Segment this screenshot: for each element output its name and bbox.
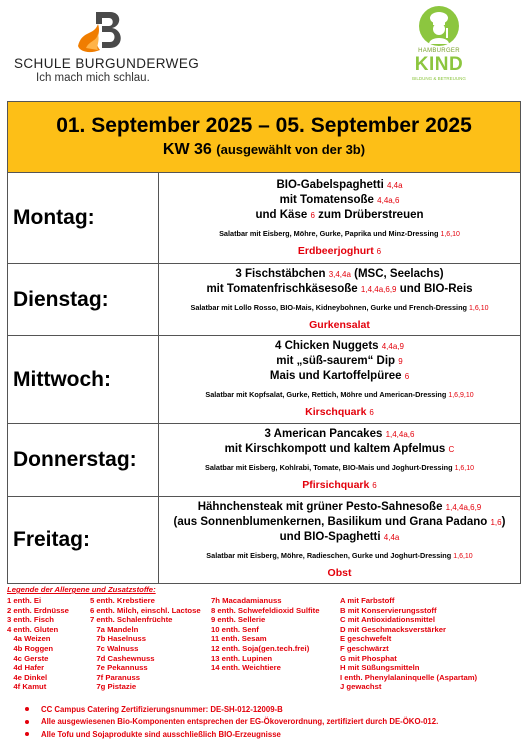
legend-item: 7f Paranuss (90, 672, 140, 682)
meal-line (161, 442, 518, 457)
note-item (7, 716, 438, 728)
note-text: Alle Tofu und Sojaprodukte sind ausschließlich BIO-Erzeugnisse (41, 729, 281, 739)
allergen-code: 1,4,4a,6,9 (445, 503, 482, 512)
allergen-code: C (448, 445, 455, 454)
chef-icon (419, 6, 459, 46)
legend-item: A mit Farbstoff (340, 596, 395, 605)
bullet-icon (25, 707, 29, 711)
legend-item: 3 enth. Fisch (7, 615, 54, 625)
text-segment: und BIO-Reis (396, 283, 473, 295)
week-note: (ausgewählt von der 3b) (216, 142, 366, 157)
meal-cell (159, 336, 521, 424)
legend-item: 5 enth. Krebstiere (90, 596, 155, 605)
legend-item: 4b Roggen (7, 643, 54, 653)
allergen-code: 3,4,4a (328, 270, 351, 279)
meal-line (161, 208, 518, 223)
legend-item: J gewachst (340, 682, 382, 692)
note-text: CC Campus Catering Zertifizierungsnummer: DE-SH-012-12009-B (41, 705, 283, 714)
note-text: Alle ausgewiesenen Bio-Komponenten entsprechen der EG-Ökoverordnung, zertifiziert durch DE-ÖKO-012. (41, 717, 439, 727)
text-segment: mit Tomatensoße (279, 193, 378, 206)
menu-header (8, 102, 521, 173)
text-segment: mit Kirschkompott und kaltem Apfelmus (224, 443, 449, 455)
legend-item: B mit Konservierungsstoff (340, 605, 437, 615)
meal-line (161, 369, 518, 384)
meal-line (161, 515, 518, 530)
text-segment: 4 Chicken Nuggets (275, 340, 382, 352)
meal-line (161, 339, 518, 354)
allergen-code: 1,6 (490, 518, 502, 527)
legend-item: 9 enth. Sellerie (211, 615, 266, 625)
allergen-code: 1,6,10 (453, 553, 473, 560)
allergen-code: 4,4a (386, 180, 403, 190)
legend-item: 4a Weizen (7, 634, 51, 644)
legend-item: D mit Geschmacksverstärker (340, 624, 446, 634)
legend-item: 11 enth. Sesam (211, 634, 267, 644)
legend-item: G mit Phosphat (340, 653, 397, 663)
legend-item: 4c Gerste (7, 653, 49, 663)
meal-cell (159, 173, 521, 264)
text-segment: Salatbar mit Eisberg, Kohlrabi, Tomate, BIO-Mais und Joghurt-Dressing (204, 463, 455, 472)
legend-column (7, 596, 69, 692)
text-segment: mit Tomatenfrischkäsesoße (206, 283, 361, 295)
legend-item: 7g Pistazie (90, 682, 137, 692)
salad-bar (161, 228, 518, 240)
day-name: Donnerstag: (8, 424, 159, 497)
day-row (8, 424, 521, 497)
allergen-code: 1,6,10 (454, 465, 475, 472)
allergen-code: 1,6,10 (440, 230, 460, 238)
text-segment: und BIO-Spaghetti (279, 531, 384, 543)
text-segment: Pfirsichquark (302, 479, 373, 491)
menu-header-row (8, 102, 521, 173)
text-segment: Salatbar mit Kopfsalat, Gurke, Rettich, Möhre und American-Dressing (205, 390, 449, 399)
meal-cell (159, 497, 521, 584)
legend-item: 14 enth. Weichtiere (211, 663, 281, 673)
legend-item: 7e Pekannuss (90, 663, 148, 673)
legend-item: 4f Kamut (7, 682, 47, 692)
allergen-code: 1,6,9,10 (448, 392, 474, 399)
school-name: SCHULE BURGUNDERWEG (14, 56, 200, 71)
salad-bar (161, 302, 518, 314)
allergen-code: 4,4a,9 (381, 342, 404, 351)
legend-column (90, 596, 201, 692)
meal-line (161, 178, 518, 193)
meal-line (161, 500, 518, 515)
meal-cell (159, 424, 521, 497)
allergen-code: 6 (310, 210, 315, 220)
allergen-code: 4,4a,6 (377, 195, 400, 205)
legend-title: Legende der Allergene und Zusatzstoffe: (7, 585, 156, 594)
meal-cell (159, 264, 521, 336)
school-flame-icon (72, 10, 128, 56)
allergen-code: 1,4,4a,6 (385, 430, 415, 439)
menu-table (7, 101, 521, 584)
salad-bar (161, 462, 518, 474)
text-segment: Kirschquark (305, 406, 370, 418)
caterer-logo-tagline: BILDUNG & BETREUUNG (412, 76, 466, 81)
allergen-code: 9 (398, 357, 403, 366)
legend-item: 1 enth. Ei (7, 596, 42, 605)
text-segment: Hähnchensteak mit grüner Pesto-Sahnesoße (197, 501, 446, 513)
date-range-title: 01. September 2025 – 05. September 2025 (56, 114, 472, 137)
legend-item: 7a Mandeln (90, 624, 139, 634)
text-segment: Salatbar mit Eisberg, Möhre, Radieschen, Gurke und Joghurt-Dressing (206, 551, 454, 560)
text-segment: Gurkensalat (309, 319, 370, 331)
meal-line (161, 530, 518, 545)
note-item (7, 729, 438, 741)
text-segment: (aus Sonnenblumenkernen, Basilikum und Grana Padano (173, 516, 491, 528)
school-logo (14, 10, 200, 86)
text-segment: ) (501, 516, 506, 528)
day-name: Montag: (8, 173, 159, 264)
text-segment: Mais und Kartoffelpüree (269, 370, 405, 382)
day-name: Dienstag: (8, 264, 159, 336)
text-segment: 3 American Pancakes (264, 428, 386, 440)
day-row (8, 173, 521, 264)
allergen-code: 6 (376, 246, 382, 256)
allergen-legend (7, 585, 522, 692)
legend-item: 7d Cashewnuss (90, 653, 155, 663)
dessert (161, 405, 518, 420)
legend-item: 4 enth. Gluten (7, 624, 59, 634)
text-segment: (MSC, Seelachs) (350, 268, 444, 280)
legend-item: 4d Hafer (7, 663, 45, 673)
text-segment: Salatbar mit Lollo Rosso, BIO-Mais, Kidneybohnen, Gurke und French-Dressing (190, 303, 470, 312)
legend-column (340, 596, 477, 692)
allergen-code: 1,6,10 (469, 305, 489, 312)
meal-line (161, 267, 518, 282)
legend-item: E geschwefelt (340, 634, 392, 644)
week-label (8, 141, 520, 159)
text-segment: BIO-Gabelspaghetti (276, 178, 387, 191)
week-number: KW 36 (162, 141, 212, 158)
legend-item: 7b Haselnuss (90, 634, 146, 644)
legend-item: 10 enth. Senf (211, 624, 259, 634)
legend-item: 7 enth. Schalenfrüchte (90, 615, 173, 625)
bullet-icon (25, 720, 29, 724)
legend-item: C mit Antioxidationsmittel (340, 615, 435, 625)
legend-item: 7h Macadamianuss (211, 596, 282, 605)
footer-notes (7, 704, 438, 741)
day-row (8, 336, 521, 424)
allergen-code: 1,4,4a,6,9 (360, 285, 397, 294)
note-item (7, 704, 438, 716)
dessert (161, 244, 518, 259)
allergen-code: 6 (372, 481, 377, 490)
legend-item: H mit Süßungsmitteln (340, 663, 420, 673)
legend-item: 7c Walnuss (90, 643, 139, 653)
day-row (8, 497, 521, 584)
meal-line (161, 282, 518, 297)
text-segment: Erdbeerjoghurt (297, 244, 377, 257)
legend-item: 12 enth. Soja(gen.tech.frei) (211, 643, 310, 653)
legend-item: 4e Dinkel (7, 672, 48, 682)
text-segment: mit „süß-saurem“ Dip (276, 355, 399, 367)
text-segment: Salatbar mit Eisberg, Möhre, Gurke, Paprika und Minz-Dressing (219, 228, 441, 238)
allergen-code: 4,4a (383, 533, 400, 542)
meal-line (161, 193, 518, 208)
legend-item: 13 enth. Lupinen (211, 653, 273, 663)
meal-line (161, 354, 518, 369)
legend-item: 6 enth. Milch, einschl. Lactose (90, 605, 201, 615)
salad-bar (161, 550, 518, 562)
caterer-logo-top: HAMBURGER (418, 48, 460, 54)
text-segment: Obst (327, 567, 352, 579)
salad-bar (161, 389, 518, 401)
text-segment: 3 Fischstäbchen (235, 268, 329, 280)
dessert (161, 478, 518, 493)
school-slogan: Ich mach mich schlau. (36, 72, 150, 84)
allergen-code: 6 (369, 408, 374, 417)
dessert (161, 566, 518, 580)
legend-item: 2 enth. Erdnüsse (7, 605, 69, 615)
day-row (8, 264, 521, 336)
legend-item: 8 enth. Schwefeldioxid Sulfite (211, 605, 320, 615)
dessert (161, 318, 518, 332)
text-segment: und Käse (255, 208, 311, 221)
legend-column (211, 596, 320, 673)
caterer-logo (406, 6, 476, 86)
legend-columns (7, 596, 522, 692)
legend-item: I enth. Phenylalaninquelle (Aspartam) (340, 672, 478, 682)
bullet-icon (25, 732, 29, 736)
day-name: Mittwoch: (8, 336, 159, 424)
allergen-code: 6 (404, 372, 410, 381)
legend-item: F geschwärzt (340, 643, 389, 653)
meal-line (161, 427, 518, 442)
caterer-logo-main: KIND (414, 54, 464, 75)
day-name: Freitag: (8, 497, 159, 584)
text-segment: zum Drüberstreuen (314, 208, 424, 221)
